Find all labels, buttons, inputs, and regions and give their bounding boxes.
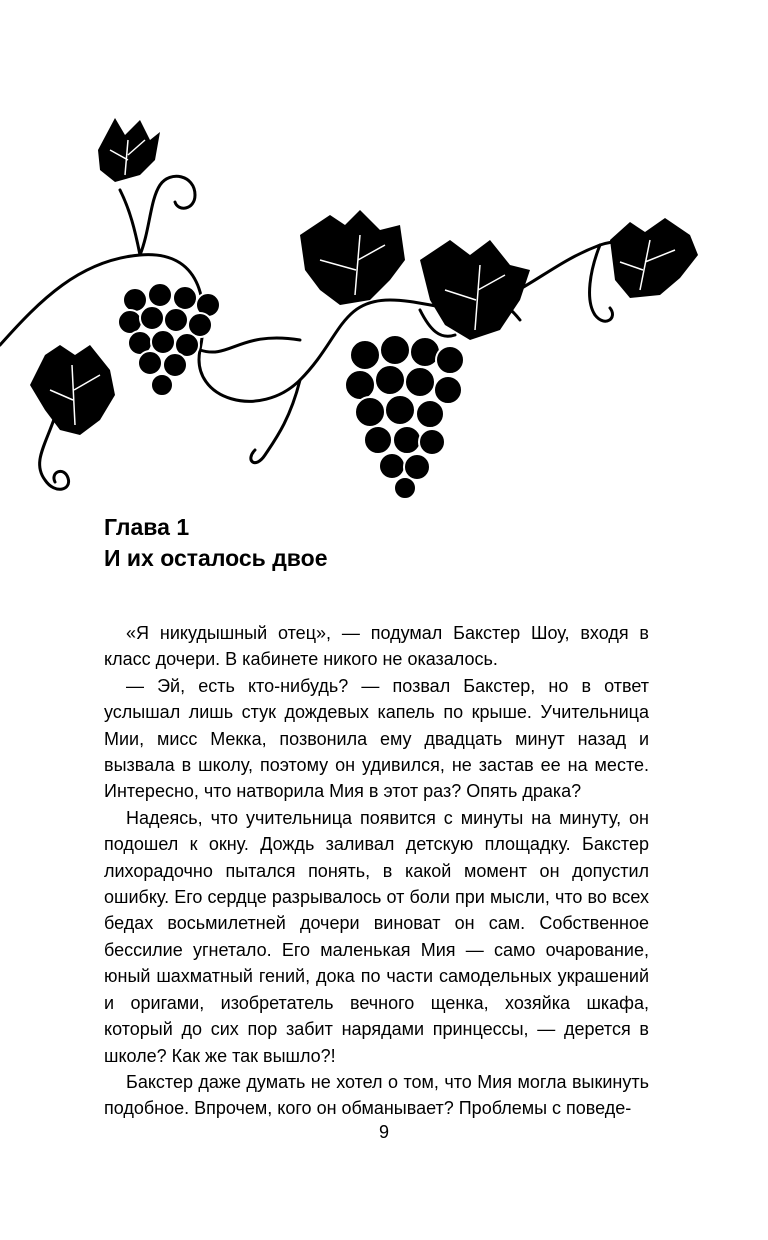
grape-cluster-right (345, 335, 464, 499)
grapevine-ornament-illustration (0, 100, 768, 520)
chapter-number: Глава 1 (104, 514, 190, 540)
chapter-body-text (104, 620, 649, 1122)
paragraph: — Эй, есть кто-нибудь? — позвал Бакстер, но в ответ услышал лишь стук дождевых капель по крыше. Учительница Мии, мисс Мекка, позвонила ему двадцать минут назад и вызвала в школу, поэтому он удивился, не застав ее на месте. Интересно, что натворила Мия в этот раз? Опять драка? (104, 675, 649, 802)
paragraph: Надеясь, что учительница появится с минуты на минуту, он подошел к окну. Дождь заливал детскую площадку. Бакстер лихорадочно пытался понять, в какой момент он допустил ошибку. Его сердце разрывалось от боли при мысли, что во всех бедах восьмилетней дочери виноват он сам. Собственное бессилие угнетало. Его маленькая Мия — само очарование, юный шахматный гений, дока по части самодельных украшений и оригами, изобретатель вечного щенка, хозяйка шкафа, который до сих пор забит нарядами принцессы, — дерется в школе? Как же так вышло?! (104, 807, 649, 1066)
paragraph: Бакстер даже думать не хотел о том, что Мия могла выкинуть подобное. Впрочем, кого он обманывает? Проблемы с поведе- (104, 1071, 649, 1119)
chapter-heading (104, 512, 664, 574)
chapter-title: И их осталось двое (104, 545, 328, 571)
page-number: 9 (378, 1122, 389, 1142)
paragraph: «Я никудышный отец», — подумал Бакстер Шоу, входя в класс дочери. В кабинете никого не оказалось. (104, 623, 649, 670)
